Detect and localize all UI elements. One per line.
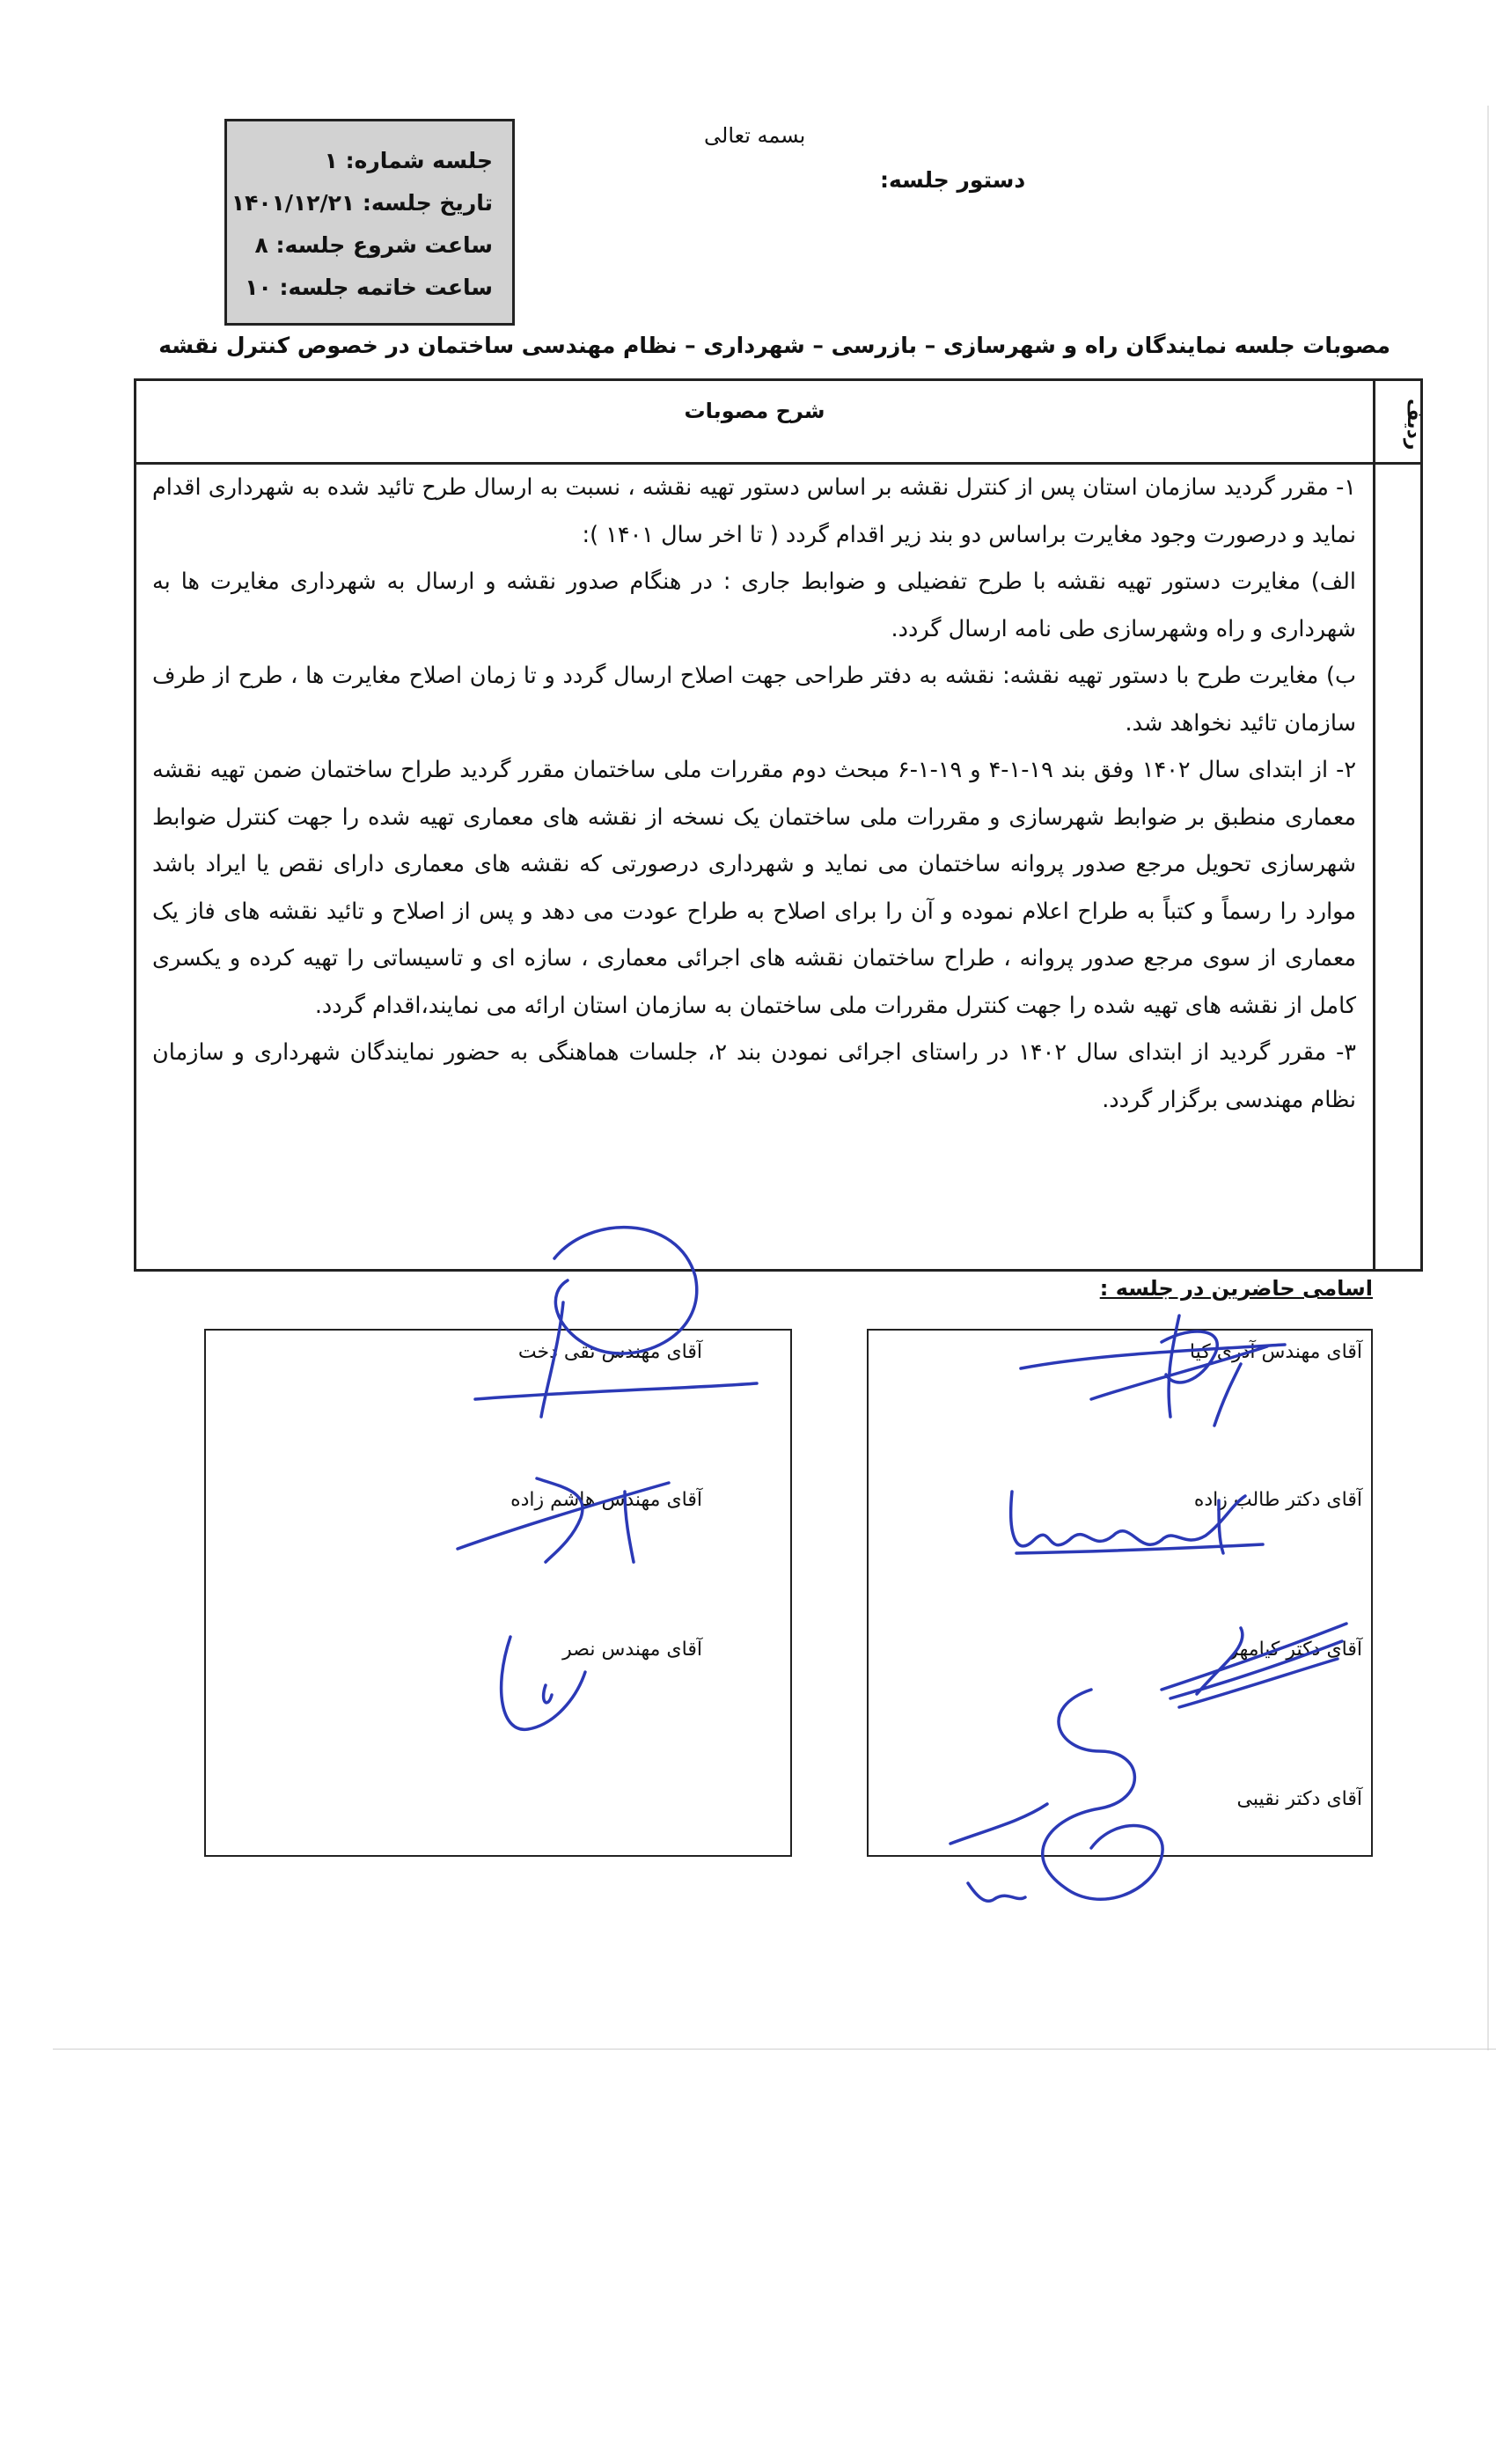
table-column-divider — [1373, 381, 1375, 1269]
resolutions-text — [152, 465, 1356, 1124]
page-edge — [1487, 106, 1489, 2050]
attendee-name: آقای دکتر طالب زاده — [1193, 1489, 1362, 1511]
attendee-name: آقای دکتر نقیبی — [1236, 1788, 1362, 1810]
meeting-date: تاریخ جلسه: ۱۴۰۱/۱۲/۲۱ — [231, 190, 493, 216]
column-header-row-number: ردیف — [1403, 398, 1425, 451]
attendee-name: آقای مهندس هاشم زاده — [510, 1489, 702, 1511]
meeting-end-time: ساعت خاتمه جلسه: ۱۰ — [245, 275, 493, 300]
meeting-number: جلسه شماره: ۱ — [324, 148, 493, 173]
meeting-info-box — [224, 119, 515, 326]
resolution-2: ۲- از ابتدای سال ۱۴۰۲ وفق بند ۱۹-۱-۴ و ۱۹-۱-۶ مبحث دوم مقررات ملی ساختمان مقرر گردید طراح ساختمان ضمن تهیه نقشه معماری منطبق بر ضوابط شهرسازی و مقررات ملی ساختمان یک نسخه از نقشه های معماری تهیه شده را جهت کنترل ضوابط شهرسازی تحویل مرجع صدور پروانه ساختمان می نماید و شهرداری درصورتی که نقشه های معماری دارای نقص یا ایراد باشد موارد را رسماً و کتباً به طراح اعلام نموده و آن را برای اصلاح به طراح عودت می دهد و پس از اصلاح و تائید نقشه های فاز یک معماری از سوی مرجع صدور پروانه ، طراح ساختمان نقشه های اجرائی معماری ، سازه ای و تاسیساتی را تهیه کرده و یکسری کامل از نقشه های تهیه شده را جهت کنترل مقررات ملی ساختمان به سازمان استان ارائه می نمایند،اقدام گردد. — [152, 757, 1357, 1019]
signature-hashemzadeh — [449, 1465, 695, 1571]
meeting-subject: مصوبات جلسه نمایندگان راه و شهرسازی – بازرسی – شهرداری – نظام مهندسی ساختمان در خصوص کنترل نقشه — [158, 333, 1390, 358]
signature-taqi-dokht — [458, 1214, 766, 1434]
agenda-label: دستور جلسه: — [880, 167, 1026, 193]
attendee-name: آقای مهندس تقی دخت — [517, 1341, 702, 1363]
resolution-1-a: الف) مغایرت دستور تهیه نقشه با طرح تفضیلی و ضوابط جاری : در هنگام صدور نقشه و ارسال به شهرداری مغایرت ها به شهرداری و راه وشهرسازی طی نامه ارسال گردد. — [152, 568, 1356, 642]
page-heading: بسمه تعالی — [704, 123, 806, 148]
column-header-description: شرح مصوبات — [684, 399, 825, 423]
signature-talebzadeh — [999, 1474, 1298, 1580]
resolution-3: ۳- مقرر گردید از ابتدای سال ۱۴۰۲ در راستای اجرائی نمودن بند ۲، جلسات هماهنگی به حضور نمایندگان شهرداری و سازمان نظام مهندسی برگزار گردد. — [152, 1039, 1356, 1113]
resolution-1-b: ب) مغایرت طرح با دستور تهیه نقشه: نقشه به دفتر طراحی جهت اصلاح ارسال گردد و تا زمان اصلاح مغایرت ها ، طرح از طرف سازمان تائید نخواهد شد. — [152, 663, 1356, 737]
resolution-1: ۱- مقرر گردید سازمان استان پس از کنترل نقشه بر اساس دستور تهیه نقشه ، نسبت به ارسال طرح تائید شده به شهرداری اقدام نماید و درصورت وجود مغایرت براساس دو بند زیر اقدام گردد ( تا اخر سال ۱۴۰۱ ): — [152, 474, 1356, 548]
scan-bottom-rule — [53, 2049, 1496, 2050]
attendees-title: اسامی حاضرین در جلسه : — [1099, 1276, 1373, 1301]
resolutions-table — [134, 378, 1423, 1272]
signature-naqibi — [933, 1672, 1267, 1936]
attendee-name: آقای دکتر کیامهر — [1228, 1639, 1362, 1661]
meeting-start-time: ساعت شروع جلسه: ۸ — [254, 232, 493, 258]
attendee-name: آقای مهندس آذری کیا — [1189, 1341, 1362, 1363]
signature-nasr — [488, 1628, 620, 1751]
signature-azarikia — [1003, 1294, 1302, 1452]
attendee-name: آقای مهندس نصر — [562, 1639, 702, 1661]
